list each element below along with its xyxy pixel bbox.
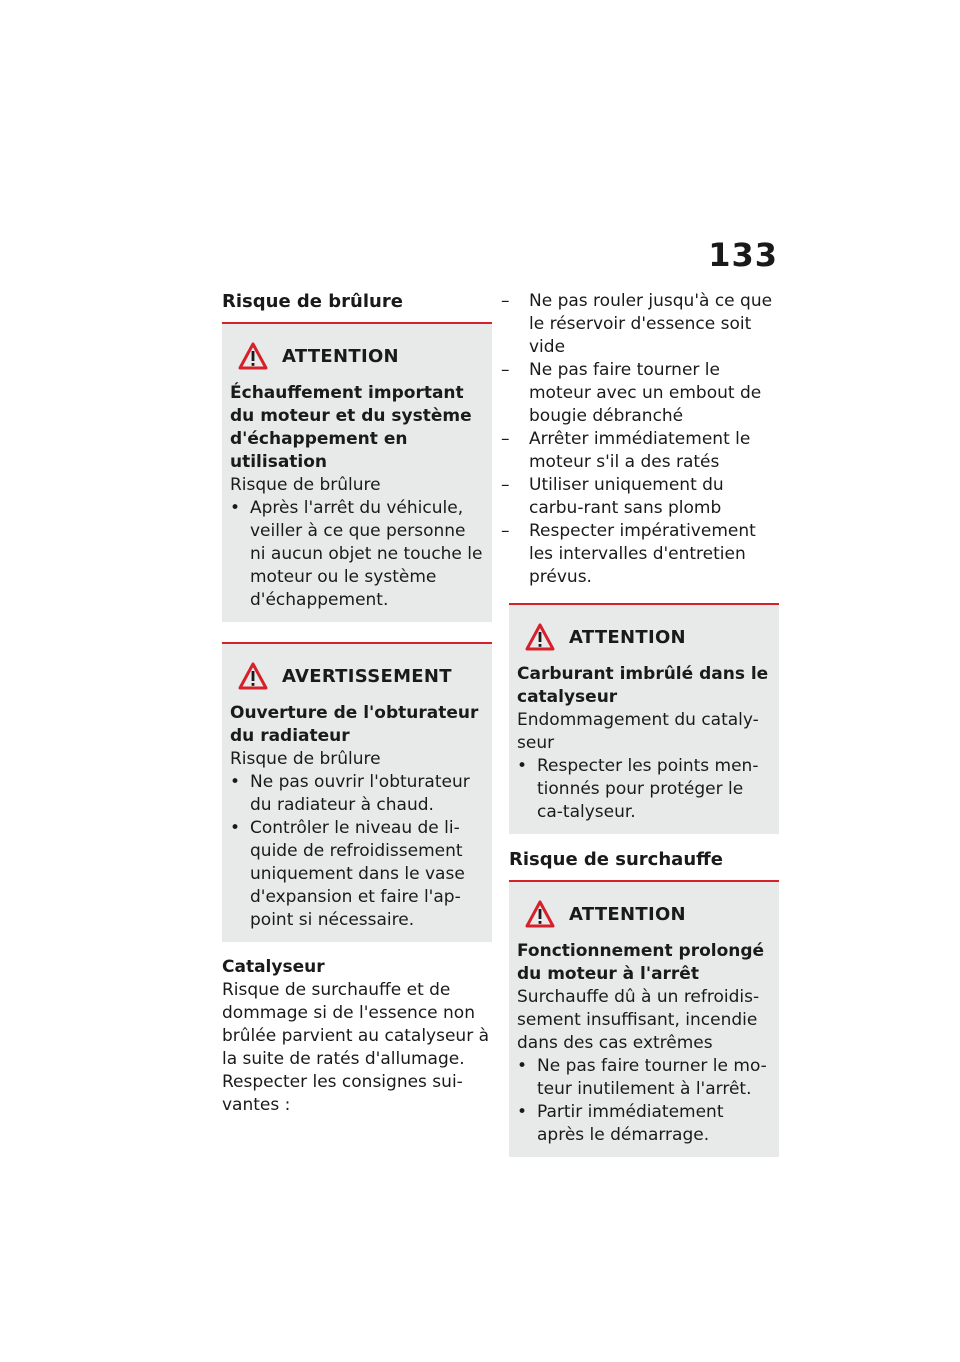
- warning-bullets: [517, 1055, 771, 1147]
- warning-title: Ouverture de l'obturateur du radiateur: [230, 703, 479, 746]
- warning-title: Fonctionnement prolongé du moteur à l'arrêt: [517, 941, 765, 984]
- list-item: • Contrôler le niveau de li-quide de refroidissement uniquement dans le vase d'expansion et faire l'ap-point si nécessaire.: [230, 817, 484, 932]
- warning-triangle-icon: [238, 662, 268, 690]
- warning-title: Échauffement important du moteur et du système d'échappement en utilisation: [230, 383, 472, 472]
- warning-label: ATTENTION: [282, 345, 399, 367]
- warning-text: Endommagement du cataly-seur: [517, 710, 759, 753]
- list-item: – Ne pas faire tourner le moteur avec un embout de bougie débranché: [509, 359, 779, 428]
- warning-box-avertissement: [222, 642, 492, 942]
- list-item: • Ne pas ouvrir l'obturateur du radiateur à chaud.: [230, 771, 484, 817]
- warning-box-attention-1: [222, 322, 492, 622]
- catalyseur-title: Catalyseur: [222, 957, 325, 977]
- warning-header: [525, 900, 771, 928]
- list-item: • Ne pas faire tourner le mo-teur inutilement à l'arrêt.: [517, 1055, 771, 1101]
- list-item: – Respecter impérativement les intervalles d'entretien prévus.: [509, 520, 779, 589]
- warning-bullets: [517, 755, 771, 824]
- warning-header: [238, 662, 484, 690]
- warning-text: Risque de brûlure: [230, 749, 381, 769]
- section-heading-burn: Risque de brûlure: [222, 291, 403, 312]
- warning-triangle-icon: [525, 900, 555, 928]
- left-column: [222, 290, 492, 1117]
- warning-title: Carburant imbrûlé dans le catalyseur: [517, 664, 769, 707]
- list-item: – Arrêter immédiatement le moteur s'il a des ratés: [509, 428, 779, 474]
- warning-bullets: [230, 497, 484, 612]
- warning-text: Risque de brûlure: [230, 475, 381, 495]
- warning-triangle-icon: [525, 623, 555, 651]
- warning-label: ATTENTION: [569, 626, 686, 648]
- warning-triangle-icon: [238, 342, 268, 370]
- warning-box-attention-2: [509, 603, 779, 834]
- warning-label: AVERTISSEMENT: [282, 665, 452, 687]
- warning-header: [238, 342, 484, 370]
- page-number: 133: [708, 236, 778, 274]
- section-heading-overheat: Risque de surchauffe: [509, 849, 723, 870]
- warning-header: [525, 623, 771, 651]
- list-item: • Respecter les points men-tionnés pour protéger le ca-talyseur.: [517, 755, 771, 824]
- warning-text: Surchauffe dû à un refroidis-sement insuffisant, incendie dans des cas extrêmes: [517, 987, 760, 1053]
- warning-box-attention-3: [509, 880, 779, 1157]
- catalyseur-text: Risque de surchauffe et de dommage si de l'essence non brûlée parvient au catalyseur à la suite de ratés d'allumage. Respecter les consignes sui-vantes :: [222, 980, 490, 1115]
- list-item: – Utiliser uniquement du carbu-rant sans plomb: [509, 474, 779, 520]
- list-item: • Partir immédiatement après le démarrage.: [517, 1101, 771, 1147]
- list-item: • Après l'arrêt du véhicule, veiller à ce que personne ni aucun objet ne touche le moteur ou le système d'échappement.: [230, 497, 484, 612]
- right-column: [509, 290, 779, 1167]
- warning-label: ATTENTION: [569, 903, 686, 925]
- warning-bullets: [230, 771, 484, 932]
- list-item: – Ne pas rouler jusqu'à ce que le réservoir d'essence soit vide: [509, 290, 779, 359]
- consignes-list: [509, 290, 779, 589]
